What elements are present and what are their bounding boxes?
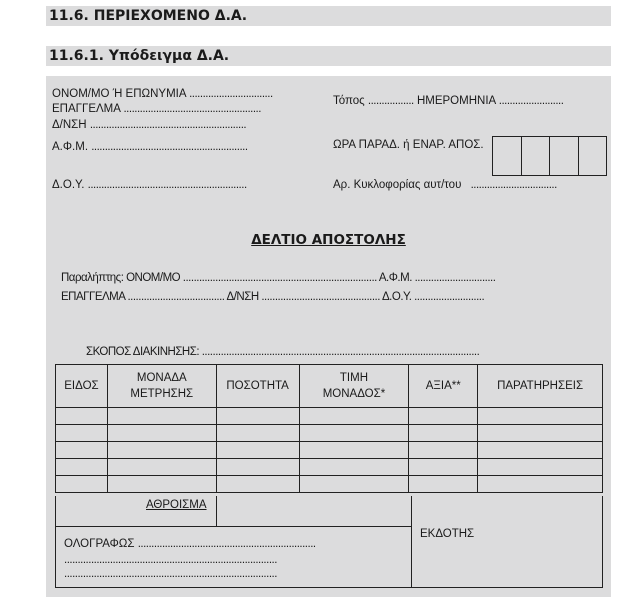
col-header-unit-price: ΤΙΜΗ ΜΟΝΑΔΟΣ* — [299, 365, 409, 408]
sender-address-field — [52, 119, 246, 131]
time-box — [550, 137, 579, 175]
col-header-unit: ΜΟΝΑΔΑ ΜΕΤΡΗΣΗΣ — [107, 365, 216, 408]
table-row — [56, 442, 603, 459]
vehicle-dots: ................................ — [470, 179, 557, 191]
vehicle-field — [333, 179, 557, 191]
sender-address-dots: .......................................................... — [89, 119, 247, 131]
sender-afm-label: Α.Φ.Μ. — [52, 141, 89, 153]
place-dots: ................. — [367, 95, 414, 107]
sender-occupation-dots: ................................................... — [123, 103, 261, 115]
date-dots: ........................ — [498, 95, 564, 107]
divider — [411, 496, 412, 587]
time-label: ΩΡΑ ΠΑΡΑΔ. ή ΕΝΑΡ. ΑΠΟΣ. — [333, 139, 484, 151]
recipient-line-1: Παραλήπτης: ΟΝΟΜ/ΜΟ ........................................................................ Α.Φ.Μ. .............................. — [61, 272, 496, 284]
words-field — [64, 538, 316, 550]
recipient-line-2: ΕΠΑΓΓΕΛΜΑ .................................... Δ/ΝΣΗ ............................................ Δ.Ο.Υ. .......................... — [61, 291, 485, 303]
place-date-field — [333, 95, 563, 107]
sender-afm-field — [52, 141, 248, 153]
sum-value-cell — [217, 496, 411, 527]
table-row — [56, 459, 603, 476]
sender-address-label: Δ/ΝΣΗ — [52, 119, 87, 131]
subsection-heading: 11.6.1. Υπόδειγμα Δ.Α. — [46, 46, 611, 66]
issuer-label: ΕΚΔΟΤΗΣ — [420, 528, 475, 540]
sum-label: ΑΘΡΟΙΣΜΑ — [146, 499, 207, 511]
date-label: ΗΜΕΡΟΜΗΝΙΑ — [416, 95, 496, 107]
sender-doy-dots: ........................................................... — [87, 179, 247, 191]
form-title: ΔΕΛΤΙΟ ΑΠΟΣΤΟΛΗΣ — [251, 232, 406, 248]
table-row — [56, 425, 603, 442]
sender-doy-label: Δ.Ο.Υ. — [52, 179, 85, 191]
table-header-row — [56, 365, 603, 408]
col-header-notes: ΠΑΡΑΤΗΡΗΣΕΙΣ — [478, 365, 603, 408]
sender-occupation-label: ΕΠΑΓΓΕΛΜΑ — [52, 103, 121, 115]
col-header-value: ΑΞΙΑ** — [409, 365, 478, 408]
sender-name-dots: ............................... — [189, 88, 273, 100]
words-dots: .................................................................. — [137, 538, 316, 550]
delivery-note-form — [46, 76, 611, 597]
place-label: Τόπος — [333, 95, 365, 107]
words-dots-line-3: ............................................................................... — [64, 568, 277, 580]
sender-name-label: ΟΝΟΜ/ΜΟ Ή ΕΠΩΝΥΜΙΑ — [52, 88, 186, 100]
sender-afm-dots: .......................................................... — [91, 141, 248, 153]
col-header-quantity: ΠΟΣΟΤΗΤΑ — [216, 365, 299, 408]
vehicle-label: Αρ. Κυκλοφορίας αυτ/του — [333, 179, 462, 191]
time-box — [579, 137, 607, 175]
sender-name-field — [52, 88, 273, 100]
time-box — [522, 137, 551, 175]
words-label: ΟΛΟΓΡΑΦΩΣ — [64, 538, 135, 550]
purpose-line: ΣΚΟΠΟΣ ΔΙΑΚΙΝΗΣΗΣ: ....................................................................................................... — [86, 346, 480, 358]
table-row — [56, 408, 603, 425]
words-dots-line-2: ............................................................................... — [64, 554, 277, 566]
section-heading: 11.6. ΠΕΡΙΕΧΟΜΕΝΟ Δ.Α. — [46, 6, 611, 26]
time-boxes — [492, 136, 607, 176]
col-header-item: ΕΙΔΟΣ — [56, 365, 108, 408]
sender-doy-field — [52, 179, 247, 191]
totals-section — [55, 496, 603, 588]
table-row — [56, 476, 603, 493]
sender-occupation-field — [52, 103, 261, 115]
items-table — [55, 364, 603, 493]
time-box — [493, 137, 522, 175]
